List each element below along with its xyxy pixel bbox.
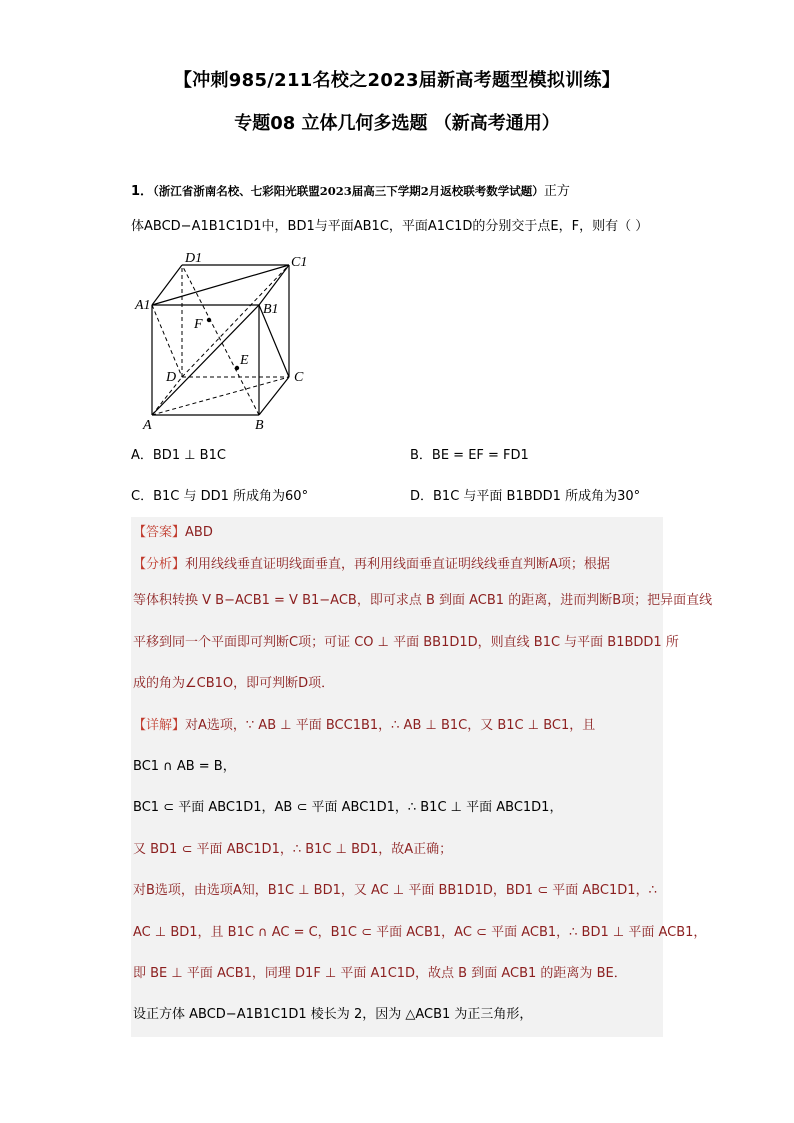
diag-B-D1 xyxy=(182,265,259,415)
answer-tag: 【答案】 xyxy=(133,525,186,540)
point-E xyxy=(235,366,239,370)
option-d[interactable]: D．B1C 与平面 B1BDD1 所成角为30° xyxy=(410,489,641,504)
detail-line-8: 设正方体 ABCD−A1B1C1D1 棱长为 2，因为 △ACB1 为正三角形， xyxy=(133,1007,533,1022)
analysis-text-1: 利用线线垂直证明线面垂直，再利用线面垂直证明线线垂直判断A项；根据 xyxy=(185,557,610,572)
option-a[interactable]: A．BD1 ⊥ B1C xyxy=(131,448,226,463)
question-line-1 xyxy=(131,181,570,202)
detail-line-5: 对B选项，由选项A知，B1C ⊥ BD1，又 AC ⊥ 平面 BB1D1D，BD1 ⊂ 平面 ABC1D1，∴ xyxy=(133,883,657,898)
label-C: C xyxy=(294,370,304,385)
label-E: E xyxy=(240,353,249,368)
analysis-line-4: 成的角为∠CB1O，即可判断D项． xyxy=(133,676,335,691)
label-A1: A1 xyxy=(135,298,151,313)
analysis-line-1 xyxy=(133,555,610,575)
detail-text-1: 对A选项，∵ AB ⊥ 平面 BCC1B1，∴ AB ⊥ B1C，又 B1C ⊥ BC1，且 xyxy=(185,718,596,733)
detail-line-2: BC1 ∩ AB = B， xyxy=(133,759,236,774)
label-B: B xyxy=(255,418,264,430)
page-title: 【冲刺985/211名校之2023届新高考题型模拟训练】 xyxy=(173,70,621,91)
question-stem-tail: 正方 xyxy=(543,184,570,199)
edge-A1-D1 xyxy=(152,265,182,305)
page-subtitle: 专题08 立体几何多选题 （新高考通用） xyxy=(234,113,560,134)
analysis-tag: 【分析】 xyxy=(133,557,186,572)
analysis-line-3: 平移到同一个平面即可判断C项；可证 CO ⊥ 平面 BB1D1D，则直线 B1C 与平面 B1BDD1 所 xyxy=(133,635,679,650)
question-source: （浙江省浙南名校、七彩阳光联盟2023届高三下学期2月返校联考数学试题） xyxy=(153,184,544,198)
label-D: D xyxy=(166,370,177,385)
detail-line-4: 又 BD1 ⊂ 平面 ABC1D1，∴ B1C ⊥ BD1，故A正确； xyxy=(133,842,453,857)
diag-A1-C1 xyxy=(152,265,289,305)
edge-B-C xyxy=(259,377,289,415)
detail-line-1 xyxy=(133,716,595,736)
edge-B1-C1 xyxy=(259,265,289,305)
label-B1: B1 xyxy=(263,302,279,317)
answer-value: ABD xyxy=(185,525,213,540)
answer-line xyxy=(133,523,213,543)
point-F xyxy=(207,318,211,322)
label-D1: D1 xyxy=(185,251,203,266)
question-number: 1． xyxy=(131,184,154,199)
label-F: F xyxy=(194,317,203,332)
option-c[interactable]: C．B1C 与 DD1 所成角为60° xyxy=(131,489,309,504)
analysis-line-2: 等体积转换 V B−ACB1 = V B1−ACB，即可求点 B 到面 ACB1 的距离，进而判断B项；把异面直线 xyxy=(133,593,713,608)
label-A: A xyxy=(143,418,152,430)
detail-tag: 【详解】 xyxy=(133,718,186,733)
cube-figure xyxy=(130,250,330,430)
detail-line-6: AC ⊥ BD1，且 B1C ∩ AC = C，B1C ⊂ 平面 ACB1，AC ⊂ 平面 ACB1，∴ BD1 ⊥ 平面 ACB1， xyxy=(133,925,707,940)
detail-line-3: BC1 ⊂ 平面 ABC1D1，AB ⊂ 平面 ABC1D1，∴ B1C ⊥ 平面 ABC1D1， xyxy=(133,800,563,815)
diag-A1-D xyxy=(152,305,182,377)
detail-line-7: 即 BE ⊥ 平面 ACB1，同理 D1F ⊥ 平面 A1C1D，故点 B 到面 ACB1 的距离为 BE． xyxy=(133,966,627,981)
option-b[interactable]: B．BE = EF = FD1 xyxy=(410,448,529,463)
label-C1: C1 xyxy=(291,255,308,270)
question-stem: 体ABCD−A1B1C1D1中，BD1与平面AB1C，平面A1C1D的分别交于点E，F，则有（ ） xyxy=(131,219,649,234)
